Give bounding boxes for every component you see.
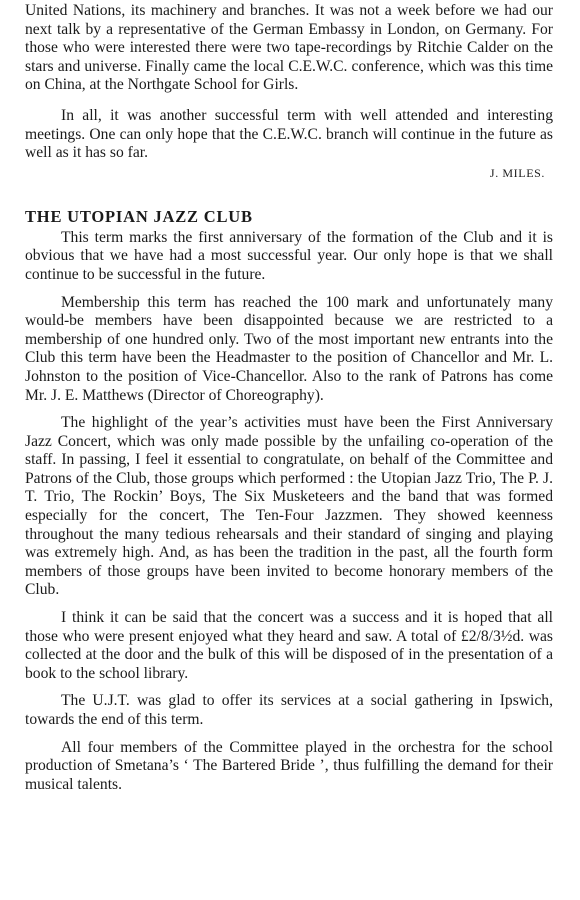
- jazz-paragraph-3: The highlight of the year’s activities must have been the First Anniversary Jazz Concert, which was only made possible by the unfailing co-operation of the staff. In passing, I feel it essential to congratulate, on behalf of the Committee and Patrons of the Club, those groups which performed : the Utopian Jazz Trio, The P. J. T. Trio, The Rockin’ Boys, The Six Musketeers and the band that was formed especially for the concert, The Ten-Four Jazzmen. They showed keenness throughout the many tedious rehearsals and their standard of singing and playing was extremely high. And, as has been the tradition in the past, all the fourth form members of those groups have been invited to become honorary members of the Club.: [25, 414, 553, 599]
- jazz-paragraph-1: This term marks the first anniversary of the formation of the Club and it is obvious that we have had a most successful year. Our only hope is that we shall continue to be successful in the future.: [25, 228, 553, 283]
- jazz-paragraph-6: All four members of the Committee played in the orchestra for the school production of Smetana’s ‘ The Bartered Bride ’, thus fulfilling the demand for their musical talents.: [25, 738, 553, 793]
- cewc-paragraph-2: In all, it was another successful term with well attended and interesting meetings. One can only hope that the C.E.W.C. branch will continue in the future as well as it has so far.: [25, 106, 553, 162]
- jazz-paragraph-5: The U.J.T. was glad to offer its services at a social gathering in Ipswich, towards the end of this term.: [25, 692, 553, 728]
- section-heading-jazz-club: THE UTOPIAN JAZZ CLUB: [25, 206, 253, 226]
- jazz-paragraph-4: I think it can be said that the concert was a success and it is hoped that all those who were present enjoyed what they heard and saw. A total of £2/8/3½d. was collected at the door and the bulk of this will be disposed of in the presentation of a book to the school library.: [25, 609, 553, 682]
- document-page: [25, 2, 553, 794]
- jazz-paragraph-2: Membership this term has reached the 100 mark and unfortunately many would-be members have been disappointed because we are restricted to a membership of one hundred only. Two of the most important new entrants into the Club this term have been the Headmaster to the position of Chancellor and Mr. L. Johnston to the position of Vice-Chancellor. Also to the rank of Patrons has come Mr. J. E. Matthews (Director of Choreography).: [25, 293, 553, 404]
- author-signature: J. MILES.: [489, 165, 545, 180]
- cewc-paragraph-1: United Nations, its machinery and branches. It was not a week before we had our next talk by a representative of the German Embassy in London, on Germany. For those who were interested there were two tape-recordings by Ritchie Calder on the stars and universe. Finally came the local C.E.W.C. conference, which was this time on China, at the Northgate School for Girls.: [25, 2, 553, 94]
